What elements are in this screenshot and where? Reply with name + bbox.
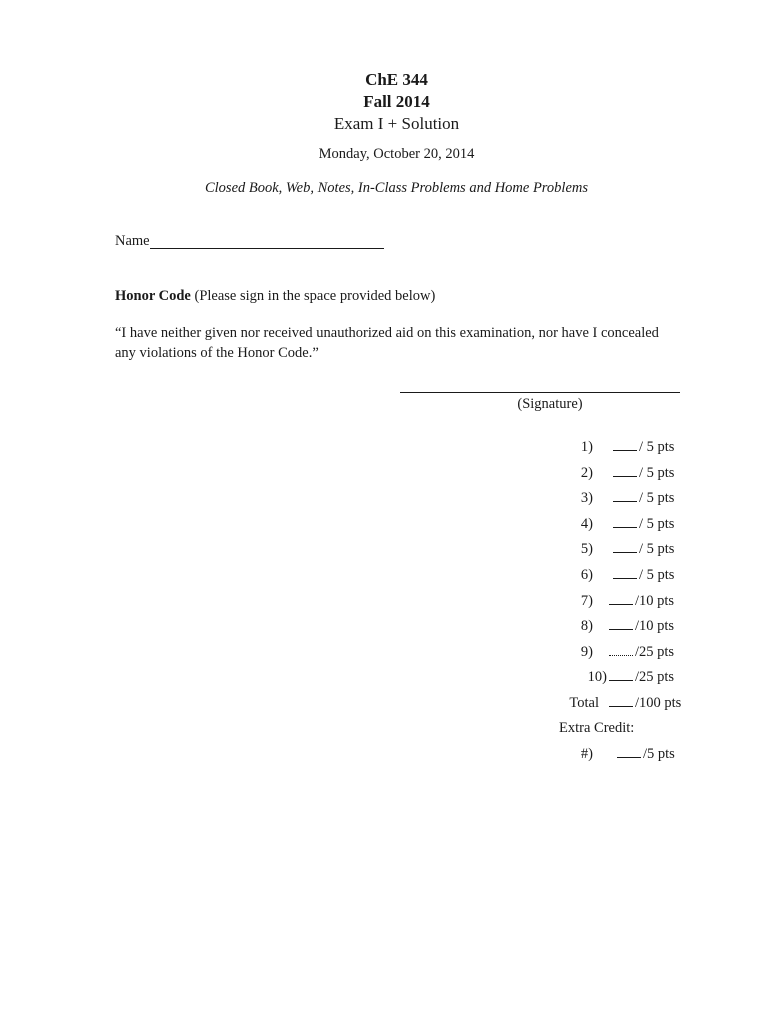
total-blank[interactable]: [609, 695, 681, 712]
extra-credit-label: #): [580, 746, 593, 762]
name-field[interactable]: [150, 248, 384, 249]
score-blank[interactable]: [613, 439, 674, 456]
points-label: / 5 pts: [639, 439, 675, 455]
points-label: / 5 pts: [639, 465, 675, 481]
problem-number: 10): [587, 669, 607, 685]
problem-number: 7): [580, 593, 593, 609]
extra-credit-points-label: /5 pts: [643, 746, 675, 762]
points-label: / 5 pts: [639, 567, 675, 583]
problem-number: 6): [580, 567, 593, 583]
honor-code-instruction: (Please sign in the space provided below): [190, 288, 436, 304]
problem-number: 8): [580, 618, 593, 634]
score-blank[interactable]: [613, 541, 674, 558]
honor-pledge: “I have neither given nor received unauthorized aid on this examination, nor have I concealed any violations of the Honor Code.”: [115, 325, 659, 361]
course-title: ChE 344: [365, 70, 428, 89]
extra-credit-heading: Extra Credit:: [559, 720, 635, 736]
points-label: /10 pts: [635, 593, 675, 609]
extra-credit-blank[interactable]: [617, 746, 675, 763]
points-label: / 5 pts: [639, 516, 675, 532]
points-label: /25 pts: [635, 669, 675, 685]
score-blank[interactable]: [609, 669, 674, 686]
honor-code-title: Honor Code: [115, 288, 191, 304]
name-label: Name: [115, 233, 150, 249]
signature-field[interactable]: [400, 392, 680, 393]
points-label: / 5 pts: [639, 490, 675, 506]
problem-number: 3): [580, 490, 593, 506]
total-label: Total: [569, 695, 599, 711]
exam-title: Exam I + Solution: [333, 114, 460, 133]
score-blank[interactable]: [613, 567, 674, 584]
signature-label: (Signature): [517, 396, 583, 412]
points-label: /10 pts: [635, 618, 675, 634]
problem-number: 5): [580, 541, 593, 557]
problem-number: 9): [580, 644, 593, 660]
score-blank[interactable]: [609, 644, 674, 661]
score-blank[interactable]: [609, 618, 674, 635]
total-points-label: /100 pts: [635, 695, 682, 711]
score-blank[interactable]: [613, 516, 674, 533]
score-blank[interactable]: [609, 593, 674, 610]
problem-number: 1): [580, 439, 593, 455]
score-blank[interactable]: [613, 490, 674, 507]
points-label: /25 pts: [635, 644, 675, 660]
points-label: / 5 pts: [639, 541, 675, 557]
problem-number: 4): [580, 516, 593, 532]
exam-rules: Closed Book, Web, Notes, In-Class Problems and Home Problems: [204, 180, 588, 196]
problem-number: 2): [580, 465, 593, 481]
score-blank[interactable]: [613, 465, 674, 482]
term-title: Fall 2014: [363, 92, 430, 111]
honor-code-heading: [115, 288, 435, 305]
exam-date: Monday, October 20, 2014: [318, 146, 475, 162]
